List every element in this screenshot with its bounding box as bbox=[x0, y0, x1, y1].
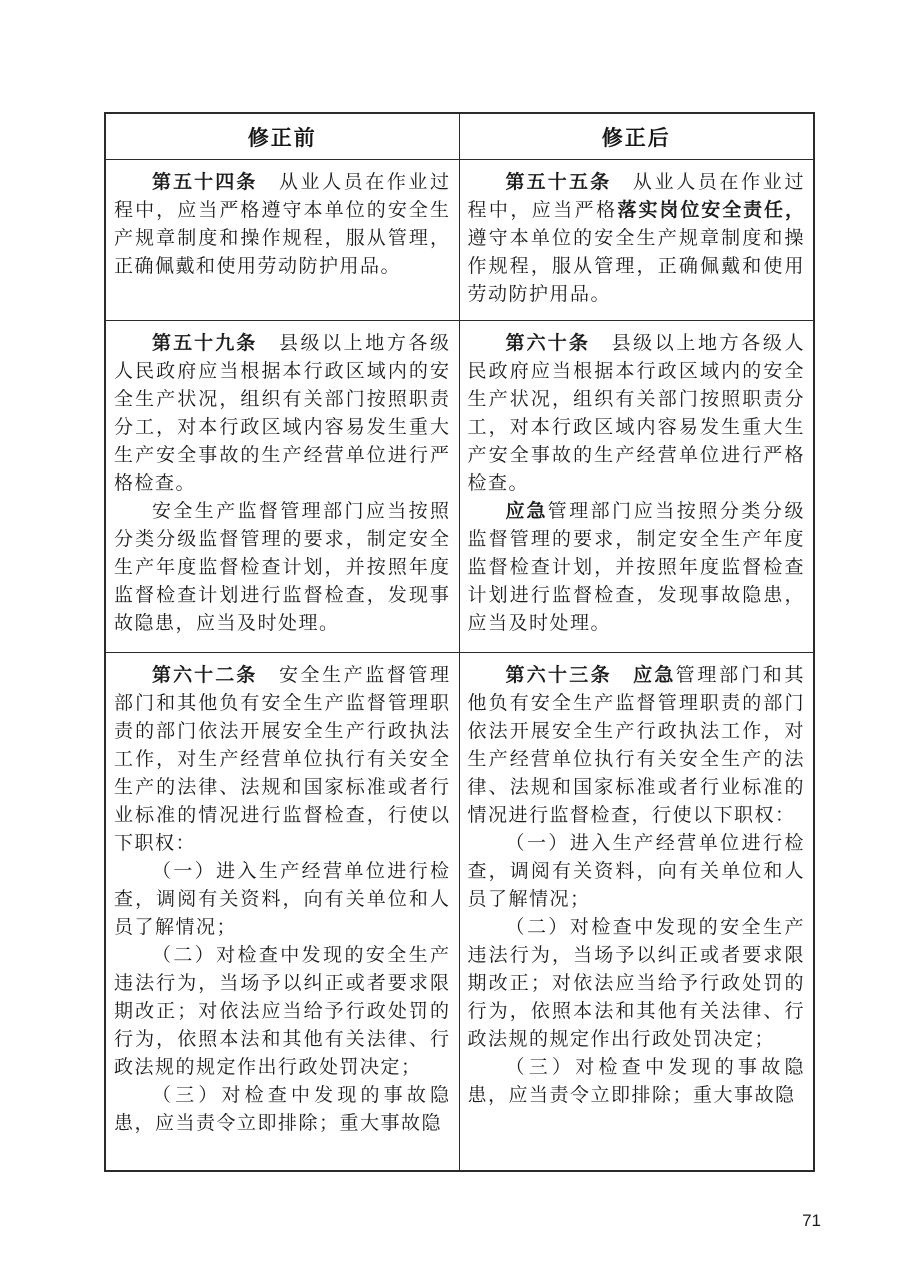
text-segment: （三）对检查中发现的事故隐患，应当责令立即排除；重大事故隐 bbox=[114, 1085, 451, 1134]
text-segment: 遵守本单位的安全生产规章制度和操作规程，服从管理，正确佩戴和使用劳动防护用品。 bbox=[467, 228, 805, 305]
article-paragraph bbox=[468, 662, 806, 830]
article-paragraph bbox=[468, 169, 806, 309]
table-row bbox=[106, 159, 813, 320]
bold-text-segment: 第六十二条 bbox=[152, 665, 258, 686]
bold-text-segment: 落实岗位安全责任， bbox=[617, 200, 805, 221]
cell-after-amendment bbox=[460, 653, 814, 1170]
text-segment: （一）进入生产经营单位进行检查，调阅有关资料，向有关单位和人员了解情况； bbox=[467, 833, 805, 910]
text-segment: （一）进入生产经营单位进行检查，调阅有关资料，向有关单位和人员了解情况； bbox=[114, 861, 451, 938]
article-paragraph bbox=[468, 830, 806, 914]
article-paragraph bbox=[468, 330, 806, 498]
table-body bbox=[106, 159, 813, 1170]
cell-before-amendment bbox=[106, 321, 460, 652]
article-paragraph bbox=[114, 858, 451, 942]
text-segment: 县级以上地方各级人民政府应当根据本行政区域内的安全生产状况，组织有关部门按照职责分工，对本行政区域内容易发生重大生产安全事故的生产经营单位进行严格检查。 bbox=[467, 333, 805, 494]
article-paragraph bbox=[468, 1054, 806, 1110]
article-paragraph bbox=[114, 169, 451, 281]
text-segment: 管理部门和其他负有安全生产监督管理职责的部门依法开展安全生产行政执法工作，对生产经营单位执行有关安全生产的法律、法规和国家标准或者行业标准的情况进行监督检查，行使以下职权： bbox=[467, 665, 805, 826]
page-number: 71 bbox=[802, 1211, 821, 1230]
amendment-comparison-table bbox=[104, 112, 815, 1172]
table-row bbox=[106, 652, 813, 1170]
text-segment: 管理部门应当按照分类分级监督管理的要求，制定安全生产年度监督检查计划，并按照年度监督检查计划进行监督检查，发现事故隐患，应当及时处理。 bbox=[467, 501, 805, 634]
bold-text-segment: 第五十九条 bbox=[152, 333, 258, 354]
column-header-after: 修正后 bbox=[601, 126, 671, 150]
bold-text-segment: 第六十条 bbox=[505, 333, 590, 354]
bold-text-segment: 应急 bbox=[505, 501, 548, 522]
table-row bbox=[106, 320, 813, 652]
article-paragraph bbox=[114, 1082, 451, 1138]
cell-after-amendment bbox=[460, 321, 814, 652]
article-paragraph bbox=[114, 498, 451, 638]
bold-text-segment: 第五十四条 bbox=[152, 172, 258, 193]
bold-text-segment: 第五十五条 bbox=[505, 172, 612, 193]
text-segment: 安全生产监督管理部门和其他负有安全生产监督管理职责的部门依法开展安全生产行政执法工作，对生产经营单位执行有关安全生产的法律、法规和国家标准或者行业标准的情况进行监督检查，行使以下职权： bbox=[114, 665, 451, 854]
text-segment: （二）对检查中发现的安全生产违法行为，当场予以纠正或者要求限期改正；对依法应当给予行政处罚的行为，依照本法和其他有关法律、行政法规的规定作出行政处罚决定； bbox=[467, 917, 805, 1050]
bold-text-segment: 第六十三条 应急 bbox=[505, 665, 676, 686]
cell-before-amendment bbox=[106, 653, 460, 1170]
cell-before-amendment bbox=[106, 160, 460, 320]
text-segment: 县级以上地方各级人民政府应当根据本行政区域内的安全生产状况，组织有关部门按照职责分工，对本行政区域内容易发生重大生产安全事故的生产经营单位进行严格检查。 bbox=[114, 333, 451, 494]
article-paragraph bbox=[468, 914, 806, 1054]
text-segment: 从业人员在作业过程中，应当严格遵守本单位的安全生产规章制度和操作规程，服从管理，正确佩戴和使用劳动防护用品。 bbox=[114, 172, 451, 277]
text-segment: 安全生产监督管理部门应当按照分类分级监督管理的要求，制定安全生产年度监督检查计划，并按照年度监督检查计划进行监督检查，发现事故隐患，应当及时处理。 bbox=[114, 501, 451, 634]
cell-after-amendment bbox=[460, 160, 814, 320]
column-header-before: 修正前 bbox=[106, 114, 460, 159]
text-segment: （二）对检查中发现的安全生产违法行为，当场予以纠正或者要求限期改正；对依法应当给予行政处罚的行为，依照本法和其他有关法律、行政法规的规定作出行政处罚决定； bbox=[114, 945, 451, 1078]
article-paragraph bbox=[114, 942, 451, 1082]
text-segment: 从业人员在作业过程中，应当严格 bbox=[467, 172, 805, 221]
table-header-row bbox=[106, 114, 813, 159]
article-paragraph bbox=[114, 662, 451, 858]
text-segment: （三）对检查中发现的事故隐患，应当责令立即排除；重大事故隐 bbox=[467, 1057, 805, 1106]
article-paragraph bbox=[114, 330, 451, 498]
article-paragraph bbox=[468, 498, 806, 638]
